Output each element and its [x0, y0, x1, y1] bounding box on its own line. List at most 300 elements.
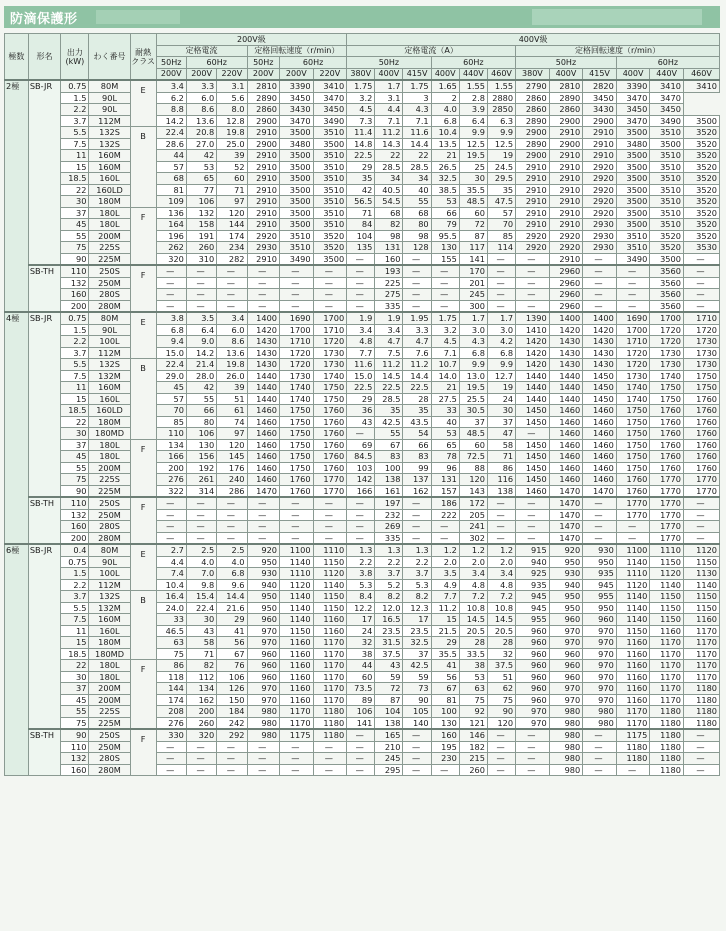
output-kw-cell: 0.75	[61, 556, 89, 568]
rated-speed-cell: 970	[583, 648, 617, 660]
rated-speed-cell: —	[280, 521, 314, 533]
rated-current-cell: 67	[375, 439, 403, 451]
rated-current-cell: 57	[487, 207, 515, 219]
frame-number-cell: 160M	[89, 150, 130, 162]
rated-speed-cell: 3490	[280, 253, 314, 265]
rated-speed-cell: 1750	[280, 405, 314, 417]
rated-speed-cell: 1150	[650, 556, 684, 568]
frame-number-cell: 80M	[89, 312, 130, 324]
rated-speed-cell: —	[583, 729, 617, 741]
rated-speed-cell: 3500	[280, 150, 314, 162]
rated-current-cell: 6.4	[186, 324, 216, 336]
rated-current-cell: 58	[487, 439, 515, 451]
rated-current-cell: 7.1	[403, 115, 431, 127]
rated-current-cell: 10.4	[156, 579, 186, 591]
frame-number-cell: 225S	[89, 474, 130, 486]
rated-current-cell: —	[217, 300, 247, 312]
title-decoration	[96, 10, 180, 24]
rated-current-cell: 7.1	[431, 347, 459, 359]
rated-speed-cell: 2910	[247, 127, 279, 139]
rated-current-cell: 16.4	[156, 591, 186, 603]
header-voltage: 400V	[616, 68, 650, 80]
rated-speed-cell: 970	[247, 683, 279, 695]
rated-speed-cell: 3510	[650, 184, 684, 196]
rated-speed-cell: —	[583, 764, 617, 776]
rated-current-cell: 3.4	[217, 312, 247, 324]
output-kw-cell: 132	[61, 753, 89, 765]
rated-current-cell: 4.0	[431, 104, 459, 116]
header-voltage: 400V	[375, 68, 403, 80]
rated-speed-cell: 950	[247, 602, 279, 614]
output-kw-cell: 132	[61, 277, 89, 289]
rated-speed-cell: 970	[583, 694, 617, 706]
frame-number-cell: 112M	[89, 347, 130, 359]
rated-current-cell: 28.6	[156, 138, 186, 150]
rated-current-cell: —	[217, 764, 247, 776]
rated-current-cell: 4.3	[459, 336, 487, 348]
output-kw-cell: 3.7	[61, 115, 89, 127]
rated-speed-cell: 2890	[516, 138, 550, 150]
rated-current-cell: 31.5	[375, 637, 403, 649]
rated-current-cell: 14.0	[431, 370, 459, 382]
rated-current-cell: 138	[375, 717, 403, 729]
rated-current-cell: 87	[459, 230, 487, 242]
rated-current-cell: 26.0	[217, 370, 247, 382]
rated-speed-cell: 2860	[549, 104, 583, 116]
rated-current-cell: —	[347, 753, 375, 765]
rated-current-cell: 20.5	[487, 625, 515, 637]
rated-speed-cell: 1460	[549, 462, 583, 474]
rated-speed-cell: 1420	[516, 359, 550, 371]
table-row	[5, 289, 720, 301]
rated-speed-cell: 1160	[650, 625, 684, 637]
output-kw-cell: 37	[61, 683, 89, 695]
rated-speed-cell: —	[683, 289, 719, 301]
rated-speed-cell: 1750	[280, 462, 314, 474]
rated-speed-cell: 3510	[313, 207, 347, 219]
rated-speed-cell: 2910	[549, 127, 583, 139]
rated-current-cell: 30	[186, 614, 216, 626]
rated-speed-cell: —	[280, 509, 314, 521]
rated-speed-cell: 970	[583, 671, 617, 683]
rated-current-cell: 55	[403, 196, 431, 208]
rated-current-cell: 43	[375, 660, 403, 672]
rated-speed-cell: —	[247, 521, 279, 533]
rated-current-cell: —	[347, 497, 375, 509]
rated-speed-cell: —	[516, 741, 550, 753]
rated-current-cell: 12.5	[487, 138, 515, 150]
rated-current-cell: 22	[375, 150, 403, 162]
rated-speed-cell: 2860	[247, 104, 279, 116]
rated-current-cell: 240	[217, 474, 247, 486]
table-row	[5, 230, 720, 242]
insulation-class-cell: F	[130, 439, 156, 497]
rated-speed-cell: 1750	[616, 462, 650, 474]
rated-current-cell: 195	[431, 741, 459, 753]
rated-current-cell: 106	[186, 196, 216, 208]
header-hz: 60Hz	[616, 57, 719, 69]
rated-speed-cell: 2910	[247, 207, 279, 219]
rated-speed-cell: —	[516, 253, 550, 265]
table-row	[5, 416, 720, 428]
rated-speed-cell: 3510	[650, 161, 684, 173]
frame-number-cell: 225M	[89, 253, 130, 265]
rated-current-cell: 6.8	[459, 347, 487, 359]
rated-speed-cell: 960	[516, 671, 550, 683]
frame-number-cell: 225S	[89, 706, 130, 718]
rated-speed-cell: 1440	[549, 370, 583, 382]
header-200v: 200V級	[156, 34, 347, 46]
rated-speed-cell: 1400	[583, 312, 617, 324]
rated-current-cell: 77	[186, 184, 216, 196]
rated-speed-cell: 1420	[583, 324, 617, 336]
rated-current-cell: 302	[459, 532, 487, 544]
rated-speed-cell: 3500	[280, 173, 314, 185]
frame-number-cell: 132S	[89, 138, 130, 150]
frame-number-cell: 160M	[89, 161, 130, 173]
rated-speed-cell: —	[247, 532, 279, 544]
rated-current-cell: 19.5	[459, 382, 487, 394]
table-row	[5, 173, 720, 185]
rated-current-cell: 1.2	[431, 544, 459, 556]
rated-speed-cell: 1180	[650, 729, 684, 741]
rated-current-cell: 41	[217, 625, 247, 637]
rated-speed-cell: 1460	[549, 474, 583, 486]
rated-speed-cell: —	[516, 532, 550, 544]
rated-current-cell: 29	[431, 637, 459, 649]
rated-speed-cell: —	[247, 300, 279, 312]
rated-current-cell: 4.8	[347, 336, 375, 348]
table-row	[5, 741, 720, 753]
rated-current-cell: —	[487, 753, 515, 765]
rated-current-cell: 156	[186, 451, 216, 463]
rated-speed-cell: 1170	[650, 683, 684, 695]
rated-speed-cell: 1440	[516, 382, 550, 394]
rated-speed-cell: 2910	[247, 150, 279, 162]
rated-current-cell: 160	[375, 253, 403, 265]
rated-speed-cell: 1420	[516, 347, 550, 359]
rated-speed-cell: 2930	[583, 242, 617, 254]
rated-speed-cell: 1160	[616, 683, 650, 695]
rated-current-cell: —	[347, 289, 375, 301]
rated-current-cell: 87	[375, 694, 403, 706]
rated-current-cell: 110	[156, 428, 186, 440]
header-voltage: 440V	[650, 68, 684, 80]
rated-current-cell: 3.1	[217, 80, 247, 92]
rated-speed-cell: 1690	[280, 312, 314, 324]
rated-speed-cell: —	[280, 764, 314, 776]
rated-current-cell: 1.7	[459, 312, 487, 324]
output-kw-cell: 22	[61, 416, 89, 428]
output-kw-cell: 90	[61, 253, 89, 265]
rated-speed-cell: 1760	[683, 405, 719, 417]
rated-speed-cell: 960	[516, 637, 550, 649]
rated-speed-cell: 1760	[683, 416, 719, 428]
rated-current-cell: 72.5	[459, 451, 487, 463]
rated-speed-cell: 1460	[583, 462, 617, 474]
rated-speed-cell: 3470	[650, 92, 684, 104]
frame-number-cell: 100L	[89, 336, 130, 348]
rated-current-cell: 20.8	[186, 127, 216, 139]
rated-current-cell: 241	[459, 521, 487, 533]
table-row	[5, 115, 720, 127]
table-row	[5, 207, 720, 219]
rated-current-cell: 85	[487, 230, 515, 242]
rated-current-cell: 6.3	[487, 115, 515, 127]
rated-current-cell: 88	[459, 462, 487, 474]
rated-current-cell: —	[347, 428, 375, 440]
rated-speed-cell: 3410	[650, 80, 684, 92]
rated-current-cell: 120	[217, 439, 247, 451]
rated-speed-cell: 1110	[313, 544, 347, 556]
rated-current-cell: 322	[156, 485, 186, 497]
rated-current-cell: 330	[156, 729, 186, 741]
rated-current-cell: 132	[186, 207, 216, 219]
rated-speed-cell: 1420	[247, 324, 279, 336]
rated-speed-cell: 950	[247, 591, 279, 603]
rated-current-cell: —	[156, 289, 186, 301]
section-title: 防滴保護形	[10, 12, 78, 27]
rated-current-cell: 166	[347, 485, 375, 497]
rated-current-cell: —	[431, 277, 459, 289]
frame-number-cell: 280S	[89, 289, 130, 301]
rated-current-cell: 38	[459, 660, 487, 672]
rated-current-cell: —	[487, 532, 515, 544]
rated-current-cell: 35.5	[459, 184, 487, 196]
rated-speed-cell: 1140	[280, 556, 314, 568]
rated-current-cell: 7.7	[347, 347, 375, 359]
rated-speed-cell: 2920	[247, 230, 279, 242]
rated-current-cell: 56	[217, 637, 247, 649]
rated-speed-cell: 1450	[516, 462, 550, 474]
rated-speed-cell: 1770	[650, 485, 684, 497]
rated-speed-cell: 1170	[313, 694, 347, 706]
rated-current-cell: 1.3	[403, 544, 431, 556]
rated-speed-cell: —	[280, 277, 314, 289]
frame-number-cell: 132S	[89, 127, 130, 139]
rated-speed-cell: —	[583, 509, 617, 521]
rated-current-cell: —	[403, 741, 431, 753]
section-title-bar	[4, 6, 720, 28]
rated-current-cell: 11.6	[403, 127, 431, 139]
rated-current-cell: —	[487, 277, 515, 289]
rated-current-cell: 40.5	[375, 184, 403, 196]
rated-current-cell: 16.5	[375, 614, 403, 626]
rated-current-cell: 54.5	[375, 196, 403, 208]
rated-speed-cell: 3560	[650, 289, 684, 301]
rated-current-cell: —	[347, 300, 375, 312]
rated-speed-cell: 1720	[683, 324, 719, 336]
rated-current-cell: —	[186, 265, 216, 277]
rated-speed-cell: 960	[583, 614, 617, 626]
rated-current-cell: 96	[431, 462, 459, 474]
rated-speed-cell: 1180	[616, 741, 650, 753]
rated-current-cell: 37.5	[487, 660, 515, 672]
table-row	[5, 92, 720, 104]
rated-current-cell: 4.7	[403, 336, 431, 348]
rated-current-cell: 7.1	[375, 115, 403, 127]
rated-speed-cell: 1450	[516, 416, 550, 428]
rated-speed-cell: 3510	[313, 219, 347, 231]
output-kw-cell: 30	[61, 428, 89, 440]
rated-current-cell: 2.8	[459, 92, 487, 104]
rated-speed-cell: 2960	[549, 265, 583, 277]
rated-current-cell: 4.3	[403, 104, 431, 116]
rated-speed-cell: 3500	[650, 253, 684, 265]
rated-current-cell: 73.5	[347, 683, 375, 695]
rated-current-cell: 28.5	[403, 161, 431, 173]
rated-speed-cell: 2910	[549, 173, 583, 185]
rated-speed-cell: 960	[516, 694, 550, 706]
rated-speed-cell: 3520	[650, 242, 684, 254]
rated-current-cell: 11.2	[431, 602, 459, 614]
header-frame: わく番号	[89, 34, 130, 81]
rated-speed-cell: 1450	[583, 382, 617, 394]
rated-speed-cell: 3500	[616, 161, 650, 173]
rated-current-cell: 105	[403, 706, 431, 718]
table-row	[5, 602, 720, 614]
frame-number-cell: 160L	[89, 625, 130, 637]
rated-speed-cell: 960	[549, 671, 583, 683]
rated-current-cell: 182	[459, 741, 487, 753]
rated-speed-cell: —	[616, 300, 650, 312]
header-400v-speed: 定格回転速度（r/min）	[516, 45, 720, 57]
rated-speed-cell: 3520	[650, 230, 684, 242]
rated-speed-cell: —	[247, 764, 279, 776]
rated-current-cell: 35.5	[431, 648, 459, 660]
rated-speed-cell: 1150	[313, 556, 347, 568]
rated-current-cell: —	[217, 289, 247, 301]
rated-current-cell: —	[186, 277, 216, 289]
rated-current-cell: 197	[375, 497, 403, 509]
rated-current-cell: 29	[347, 393, 375, 405]
rated-current-cell: —	[217, 265, 247, 277]
rated-current-cell: —	[403, 764, 431, 776]
rated-current-cell: 24	[347, 625, 375, 637]
rated-speed-cell: 2910	[549, 207, 583, 219]
rated-current-cell: 3.4	[347, 324, 375, 336]
rated-current-cell: 53	[431, 428, 459, 440]
output-kw-cell: 45	[61, 219, 89, 231]
rated-current-cell: 12.7	[487, 370, 515, 382]
table-row	[5, 764, 720, 776]
rated-speed-cell: 950	[549, 556, 583, 568]
rated-current-cell: 21	[431, 382, 459, 394]
rated-speed-cell: 1700	[280, 324, 314, 336]
rated-speed-cell: 2920	[583, 173, 617, 185]
rated-current-cell: 90	[487, 706, 515, 718]
rated-current-cell: 71	[186, 648, 216, 660]
rated-speed-cell: 1770	[650, 521, 684, 533]
table-row	[5, 382, 720, 394]
rated-speed-cell: 1700	[313, 312, 347, 324]
rated-speed-cell: —	[247, 289, 279, 301]
rated-speed-cell: —	[683, 729, 719, 741]
rated-current-cell: 9.9	[459, 127, 487, 139]
rated-current-cell: 210	[375, 741, 403, 753]
insulation-class-cell: F	[130, 497, 156, 544]
rated-current-cell: 53	[459, 671, 487, 683]
rated-current-cell: 174	[217, 230, 247, 242]
rated-current-cell: 98	[375, 230, 403, 242]
rated-current-cell: 32.5	[403, 637, 431, 649]
rated-current-cell: 73	[403, 683, 431, 695]
rated-current-cell: 52	[217, 161, 247, 173]
rated-current-cell: 15.0	[156, 347, 186, 359]
rated-current-cell: 138	[375, 474, 403, 486]
rated-current-cell: 143	[459, 485, 487, 497]
rated-speed-cell: 950	[583, 602, 617, 614]
rated-speed-cell: —	[583, 289, 617, 301]
rated-current-cell: 262	[156, 242, 186, 254]
table-row	[5, 393, 720, 405]
output-kw-cell: 30	[61, 671, 89, 683]
rated-speed-cell: 1710	[280, 336, 314, 348]
output-kw-cell: 160	[61, 521, 89, 533]
frame-number-cell: 132S	[89, 591, 130, 603]
rated-current-cell: 33	[156, 614, 186, 626]
model-series-cell: SB-JR	[28, 312, 60, 497]
rated-current-cell: 3.7	[375, 568, 403, 580]
rated-speed-cell: —	[516, 277, 550, 289]
rated-speed-cell: 1460	[583, 451, 617, 463]
rated-speed-cell: 980	[549, 729, 583, 741]
header-voltage: 460V	[487, 68, 515, 80]
rated-speed-cell: 1750	[616, 416, 650, 428]
rated-speed-cell: 1160	[280, 637, 314, 649]
table-row	[5, 497, 720, 509]
table-row	[5, 729, 720, 741]
model-series-cell: SB-JR	[28, 544, 60, 729]
frame-number-cell: 180L	[89, 451, 130, 463]
frame-number-cell: 180M	[89, 637, 130, 649]
frame-number-cell: 132S	[89, 359, 130, 371]
rated-current-cell: 9.6	[217, 579, 247, 591]
rated-current-cell: 335	[375, 300, 403, 312]
rated-speed-cell: 2810	[247, 80, 279, 92]
rated-speed-cell: 3520	[683, 196, 719, 208]
rated-current-cell: —	[487, 300, 515, 312]
rated-speed-cell: 1450	[583, 393, 617, 405]
rated-speed-cell: —	[280, 532, 314, 544]
rated-speed-cell: 960	[247, 660, 279, 672]
rated-current-cell: 138	[487, 485, 515, 497]
rated-speed-cell: 3510	[313, 173, 347, 185]
rated-speed-cell: 1760	[313, 439, 347, 451]
rated-speed-cell: 970	[549, 683, 583, 695]
rated-speed-cell: 3520	[683, 138, 719, 150]
rated-speed-cell: 3510	[313, 127, 347, 139]
rated-speed-cell: 1460	[549, 428, 583, 440]
rated-current-cell: 3.5	[186, 312, 216, 324]
rated-current-cell: 22.4	[156, 359, 186, 371]
rated-speed-cell: 1730	[280, 370, 314, 382]
table-row	[5, 370, 720, 382]
rated-current-cell: 1.55	[459, 80, 487, 92]
rated-current-cell: 310	[186, 253, 216, 265]
rated-current-cell: 1.3	[375, 544, 403, 556]
output-kw-cell: 132	[61, 509, 89, 521]
rated-current-cell: 4.4	[156, 556, 186, 568]
rated-current-cell: 37	[487, 416, 515, 428]
output-kw-cell: 7.5	[61, 138, 89, 150]
rated-speed-cell: 1160	[280, 671, 314, 683]
rated-speed-cell: 3500	[616, 207, 650, 219]
output-kw-cell: 1.5	[61, 92, 89, 104]
rated-speed-cell: —	[280, 300, 314, 312]
output-kw-cell: 1.5	[61, 324, 89, 336]
rated-speed-cell: —	[683, 521, 719, 533]
